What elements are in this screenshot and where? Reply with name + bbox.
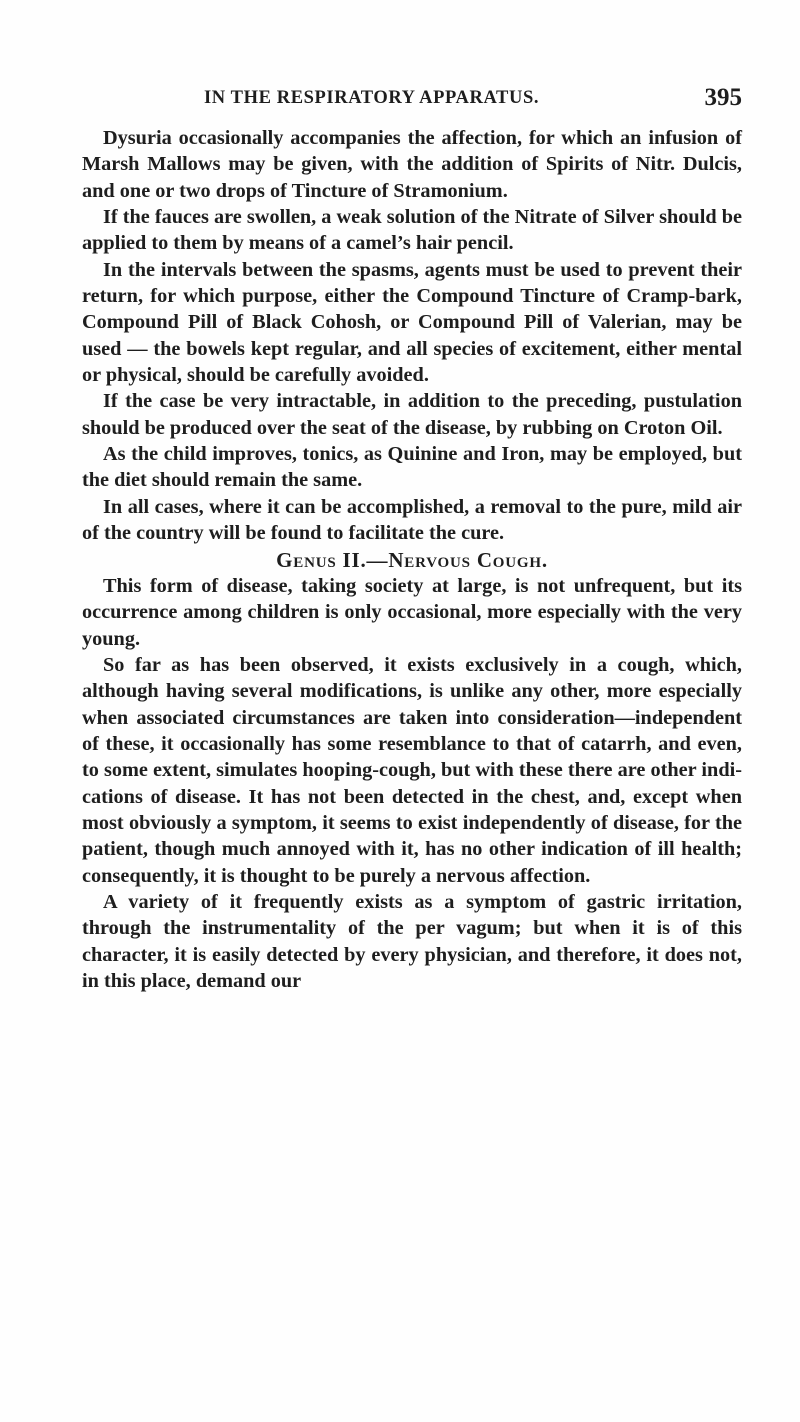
page-number: 395 <box>704 84 742 111</box>
section-heading: Genus II.—Nervous Cough. <box>276 547 548 572</box>
paragraph-intervals: In the intervals between the spasms, agents must be used to prevent their return, for which purpose, either the Compound Tincture of Cramp-bark, Compound Pill of Black Cohosh, or Compound Pill of Valerian, may be used — the bowels kept regular, and all species of excitement, either mental or physical, should be carefully avoided. <box>82 258 742 387</box>
paragraph-removal: In all cases, where it can be accomplished, a removal to the pure, mild air of the country will be found to facilitate the cure. <box>82 495 742 545</box>
paragraph-form-of-disease: This form of disease, taking society at large, is not unfrequent, but its occurrence among children is only occasional, more especially with the very young. <box>82 574 742 650</box>
paragraph-dysuria: Dysuria occasionally accompanies the affection, for which an infusion of Marsh Mallows may be given, with the addition of Spirits of Nitr. Dulcis, and one or two drops of Tincture of Stramonium. <box>82 127 742 202</box>
paragraph-child-improves: As the child improves, tonics, as Quinine and Iron, may be employed, but the diet should remain the same. <box>82 443 742 492</box>
paragraph-intractable: If the case be very intractable, in addition to the preceding, pustulation should be produced over the seat of the disease, by rubbing on Croton Oil. <box>82 390 742 439</box>
paragraph-variety: A variety of it frequently exists as a symptom of gastric irritation, through the instrumentality of the per vagum; but when it is of this character, it is easily detected by every physician, and therefore, it does not, in this place, demand our <box>82 890 742 992</box>
paragraph-observed: So far as has been observed, it exists exclusively in a cough, which, although having several modifications, is unlike any other, more especially when associated circumstances are taken into consideration—independent of these, it occasionally has some resemblance to that of catarrh, and even, to some extent, simulates hooping-cough, but with these there are other indications of disease. It has not been detected in the chest, and, except when most obviously a symptom, it seems to exist independently of disease, for the patient, though much annoyed with it, has no other indication of ill health; consequently, it is thought to be purely a nervous affection. <box>82 653 742 887</box>
paragraph-fauces: If the fauces are swollen, a weak solution of the Nitrate of Silver should be applied to them by means of a camel’s hair pencil. <box>82 206 742 255</box>
page-header <box>82 84 742 120</box>
body-text <box>82 125 742 994</box>
running-head: IN THE RESPIRATORY APPARATUS. <box>204 88 540 108</box>
